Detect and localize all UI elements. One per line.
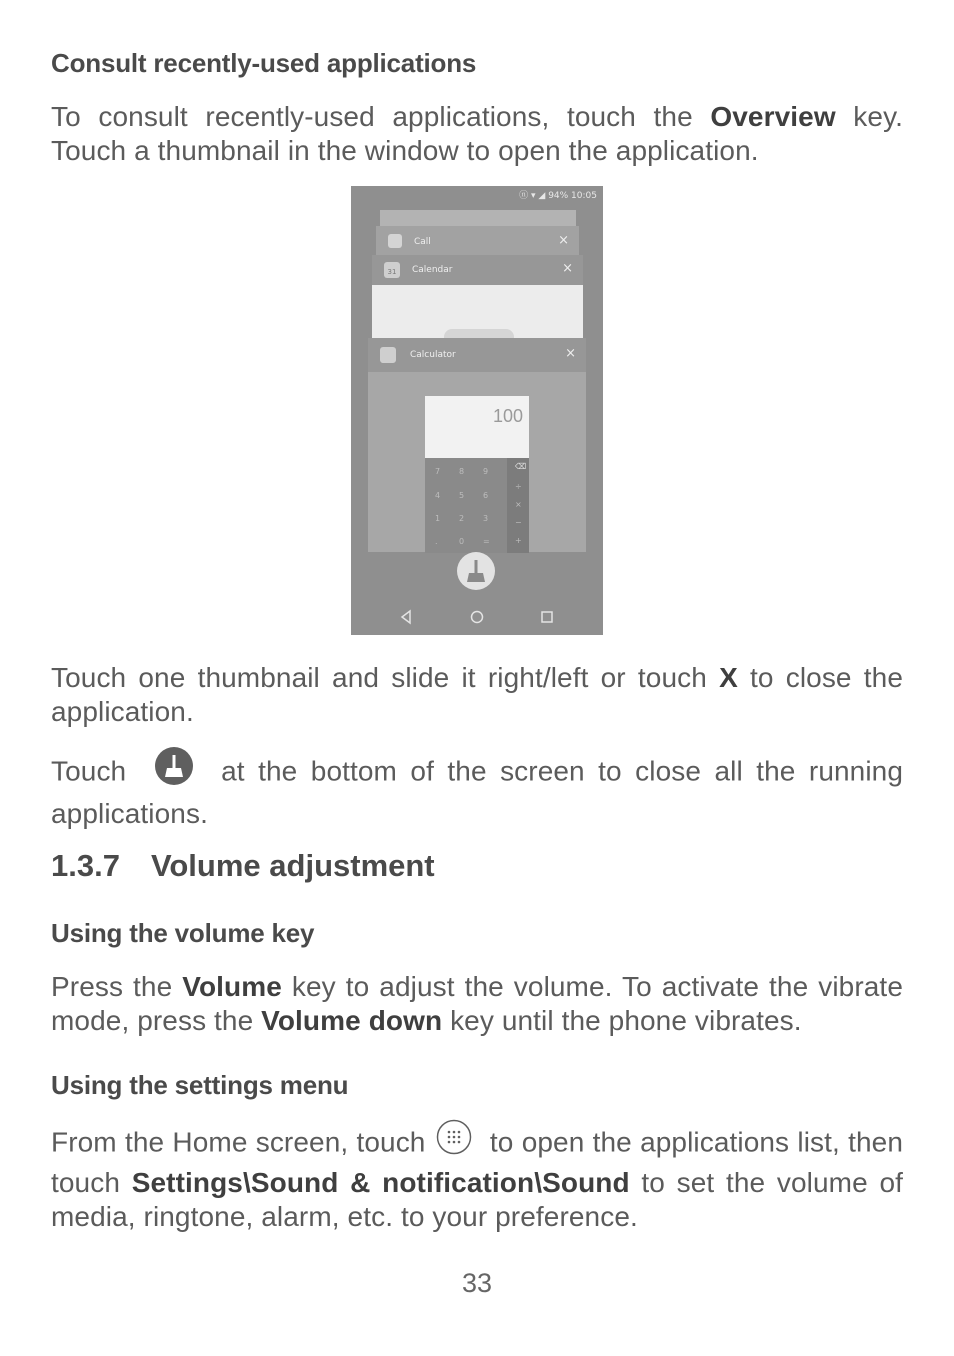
calendar-icon: 31 (384, 262, 400, 278)
app-drawer-icon (436, 1119, 472, 1163)
card-header (372, 255, 583, 285)
text: to set the volume of media, ringtone, alarm, etc. to your preference. (51, 1167, 903, 1232)
overview-icon[interactable] (540, 609, 554, 625)
wifi-icon: ▾ (530, 191, 536, 201)
calc-key: . (435, 537, 438, 546)
calc-key: 0 (459, 537, 465, 546)
card-header (368, 338, 586, 372)
text: From the Home screen, touch (51, 1126, 434, 1158)
card-title-call: Call (414, 237, 431, 247)
card-title-calculator: Calculator (410, 350, 456, 360)
back-icon[interactable] (399, 609, 413, 625)
text: to close the application. (51, 662, 903, 727)
section-title-text: Volume adjustment (151, 848, 435, 883)
calculator-icon (380, 347, 396, 363)
backspace-icon: ⌫ (515, 462, 527, 471)
nfc-icon: ⓝ (519, 191, 529, 201)
card-header (376, 226, 579, 256)
volume-down-key-label: Volume down (261, 1005, 443, 1036)
card-calendar[interactable] (372, 255, 583, 345)
broom-icon (457, 552, 495, 590)
close-icon[interactable]: × (565, 346, 576, 361)
calc-key: = (483, 537, 490, 546)
home-icon[interactable] (470, 609, 484, 625)
paragraph-close-all (51, 749, 903, 831)
phone-icon (388, 234, 402, 248)
status-bar (519, 188, 597, 201)
card-calculator[interactable] (368, 338, 586, 552)
calc-key: 8 (459, 467, 465, 476)
calc-key: 7 (435, 467, 441, 476)
subheading-settings-menu: Using the settings menu (51, 1070, 349, 1100)
calc-key: 4 (435, 491, 441, 500)
text: at the bottom of the screen to close all the running applications. (51, 755, 903, 829)
calc-key: 2 (459, 514, 465, 523)
clear-all-button[interactable] (457, 552, 495, 590)
subheading-volume-key: Using the volume key (51, 918, 315, 948)
close-key-label: X (719, 662, 738, 693)
text: key. Touch a thumbnail in the window to open the application. (51, 101, 903, 166)
calc-op: ÷ (515, 482, 522, 491)
text: To consult recently-used applications, touch the (51, 101, 711, 132)
status-text: 94% 10:05 (548, 191, 597, 201)
card-title-calendar: Calendar (412, 265, 453, 275)
paragraph-overview (51, 100, 903, 168)
section-number: 1.3.7 (51, 848, 120, 883)
recent-apps-screenshot (351, 186, 603, 635)
section-title-volume (51, 848, 435, 884)
text: key to adjust the volume. To activate the vibrate mode, press the (51, 971, 903, 1036)
calc-key: 5 (459, 491, 465, 500)
paragraph-volume-key (51, 970, 903, 1038)
calc-op: − (515, 518, 522, 527)
calculator-display (425, 396, 529, 458)
volume-key-label: Volume (182, 971, 282, 1002)
calculator-value: 100 (492, 406, 523, 426)
navigation-bar (351, 601, 603, 635)
overview-key-label: Overview (710, 101, 836, 132)
calculator-operators (507, 458, 529, 553)
broom-icon (154, 746, 194, 794)
calc-key: 1 (435, 514, 441, 523)
settings-path-label: Settings\Sound & notification\Sound (131, 1167, 630, 1198)
calc-key: 3 (483, 514, 489, 523)
calculator-keypad (425, 458, 507, 553)
calc-op: + (515, 536, 522, 545)
calc-key: 9 (483, 467, 489, 476)
signal-icon: ◢ (538, 191, 546, 201)
text: Press the (51, 971, 183, 1002)
calc-op: × (515, 500, 522, 509)
section-heading-recent-apps: Consult recently-used applications (51, 48, 477, 78)
calc-key: 6 (483, 491, 489, 500)
close-icon[interactable]: × (562, 261, 573, 276)
text: key until the phone vibrates. (442, 1005, 802, 1036)
text: Touch (51, 755, 140, 787)
page-number: 33 (461, 1268, 493, 1298)
paragraph-settings-menu (51, 1122, 903, 1234)
paragraph-close-thumbnail (51, 661, 903, 729)
text: to open the applications list, then touch (51, 1126, 904, 1198)
close-icon[interactable]: × (558, 233, 569, 248)
text: Touch one thumbnail and slide it right/left or touch (51, 662, 720, 693)
